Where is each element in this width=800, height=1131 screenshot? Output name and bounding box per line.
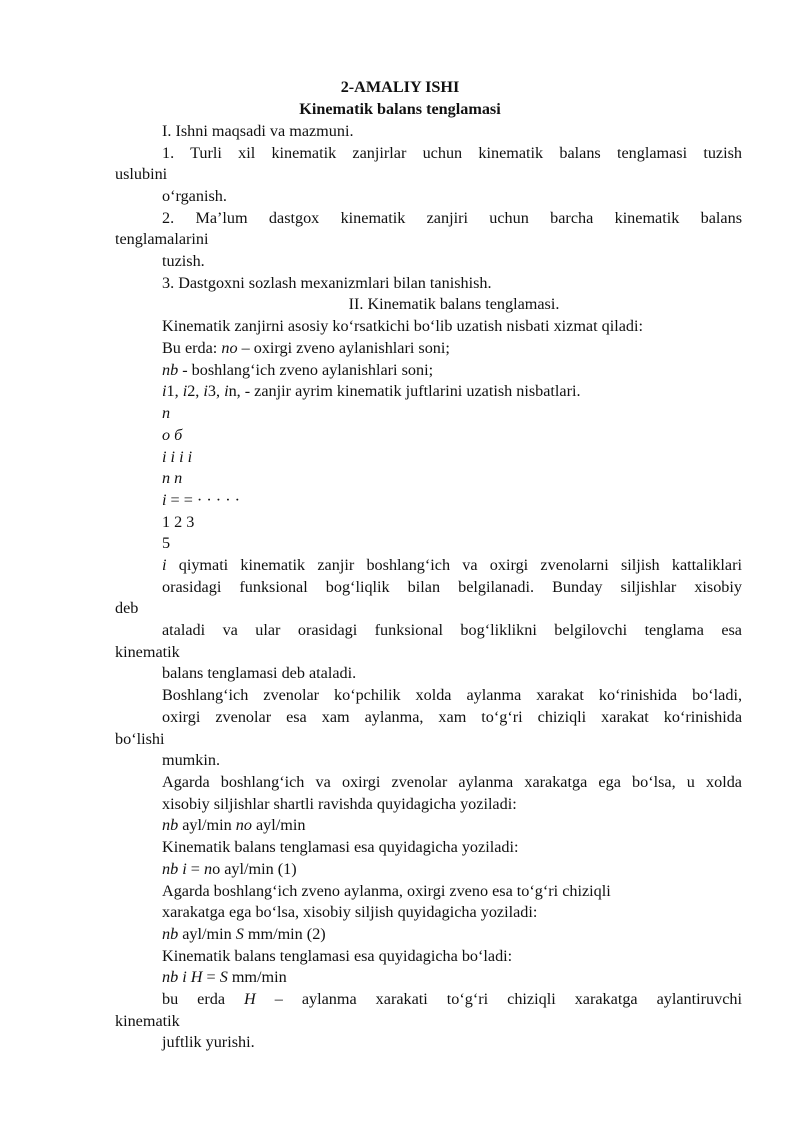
document-subtitle: Kinematik balans tenglamasi (299, 100, 501, 118)
definition-nb (162, 359, 433, 381)
eq-symbol-no: no (235, 816, 252, 834)
index-3: 3, (207, 382, 225, 400)
symbol-h: H (244, 990, 256, 1008)
task-2-line-1: 2. Ma’lum dastgox kinematik zanjiri uchun barcha kinematik balans (162, 209, 742, 227)
paragraph-intro: Kinematik zanjirni asosiy ko‘rsatkichi bo‘lib uzatish nisbati xizmat qiladi: (162, 317, 644, 335)
symbol-nb: nb (162, 361, 179, 379)
symbol-in: i (224, 382, 229, 400)
symbol-i2: i (182, 382, 188, 400)
definition-prefix: Bu erda: (162, 339, 222, 357)
equation-2 (162, 923, 326, 945)
definition-i (162, 380, 581, 402)
eq1-rhs: o ayl/min (1) (212, 860, 297, 878)
eq3-lhs: nb i H (162, 968, 203, 986)
paragraph-motion-line-3: bo‘lishi (115, 730, 165, 748)
definition-i-text: n, - zanjir ayrim kinematik juftlarini uzatish nisbatlari. (228, 382, 581, 400)
symbol-i1: i (162, 382, 167, 400)
section-heading-2: II. Kinematik balans tenglamasi. (348, 295, 560, 313)
paragraph-h-line-2: kinematik (115, 1012, 180, 1030)
paragraph-h-line-1-text: – aylanma xarakati to‘g‘ri chiziqli xarakatga aylantiruvchi (255, 990, 743, 1008)
paragraph-case1-line-2: xisobiy siljishlar shartli ravishda quyidagicha yoziladi: (162, 795, 517, 813)
task-1-line-3: o‘rganish. (162, 187, 227, 205)
index-2: 2, (187, 382, 204, 400)
eq2-unit-2: mm/min (2) (243, 925, 326, 943)
paragraph-i-line-3: deb (115, 599, 139, 617)
task-3: 3. Dastgoxni sozlash mexanizmlari bilan tanishish. (162, 274, 492, 292)
paragraph-i-line-4: ataladi va ular orasidagi funksional bog‘liklikni belgilovchi tenglama esa (162, 621, 742, 639)
paragraph-i-line-6: balans tenglamasi deb ataladi. (162, 664, 357, 682)
eq2-symbol-s: S (235, 925, 244, 943)
paragraph-motion-line-1: Boshlang‘ich zvenolar ko‘pchilik xolda aylanma xarakat ko‘rinishida bo‘ladi, (162, 686, 742, 704)
eq1-equals: = (186, 860, 204, 878)
eq2-symbol-nb: nb (162, 925, 179, 943)
task-2-line-2: tenglamalarini (115, 230, 209, 248)
document-title: 2-AMALIY ISHI (340, 78, 460, 96)
formula-line-4: n n (162, 469, 183, 487)
formula-operators: = = · · · · · (166, 491, 241, 509)
paragraph-i-line-1 (162, 554, 742, 576)
index-1: 1, (166, 382, 183, 400)
equation-1 (162, 858, 297, 880)
symbol-i: i (162, 556, 167, 574)
paragraph-h-line-1 (162, 988, 742, 1010)
paragraph-motion-line-2: oxirgi zvenolar esa xam aylanma, xam to‘g‘ri chiziqli xarakat ko‘rinishida (162, 708, 742, 726)
section-heading-1: I. Ishni maqsadi va mazmuni. (162, 122, 354, 140)
eq2-unit-1: ayl/min (178, 925, 236, 943)
paragraph-case1-line-1: Agarda boshlang‘ich va oxirgi zvenolar aylanma xarakatga ega bo‘lsa, u xolda (162, 773, 742, 791)
definition-nb-text: - boshlang‘ich zveno aylanishlari soni; (178, 361, 434, 379)
paragraph-case1-line-4: Kinematik balans tenglamasi esa quyidagicha yoziladi: (162, 838, 519, 856)
symbol-no: no (221, 339, 238, 357)
formula-line-3: i i i i (162, 448, 193, 466)
eq3-symbol-s: S (219, 968, 228, 986)
formula-line-7: 5 (162, 534, 171, 552)
equation-3 (162, 966, 287, 988)
formula-line-5 (162, 489, 240, 511)
eq-unit-2: ayl/min (251, 816, 306, 834)
equation-rotational-displacement (162, 814, 305, 836)
paragraph-case2-line-1: Agarda boshlang‘ich zveno aylanma, oxirgi zveno esa to‘g‘ri chiziqli (162, 882, 611, 900)
definition-no-text: – oxirgi zveno aylanishlari soni; (237, 339, 450, 357)
paragraph-i-line-1-text: qiymati kinematik zanjir boshlang‘ich va oxirgi zvenolarni siljish kattaliklari (166, 556, 742, 574)
paragraph-motion-line-4: mumkin. (162, 751, 221, 769)
task-2-line-3: tuzish. (162, 252, 205, 270)
paragraph-case2-line-4: Kinematik balans tenglamasi esa quyidagicha bo‘ladi: (162, 947, 513, 965)
symbol-i3: i (203, 382, 208, 400)
definition-no (162, 337, 450, 359)
eq-symbol-nb: nb (162, 816, 179, 834)
formula-line-1: n (162, 404, 171, 422)
task-1-line-1: 1. Turli xil kinematik zanjirlar uchun kinematik balans tenglamasi tuzish (162, 144, 742, 162)
eq1-lhs: nb i (162, 860, 187, 878)
formula-line-2: o б (162, 426, 183, 444)
formula-symbol-i: i (162, 491, 167, 509)
eq3-unit: mm/min (227, 968, 287, 986)
formula-line-6: 1 2 3 (162, 513, 195, 531)
paragraph-h-line-3: juftlik yurishi. (162, 1033, 255, 1051)
eq-unit-1: ayl/min (178, 816, 236, 834)
paragraph-i-line-2: orasidagi funksional bog‘liqlik bilan belgilanadi. Bunday siljishlar xisobiy (162, 578, 742, 596)
eq3-equals: = (202, 968, 220, 986)
eq1-symbol-n: n (203, 860, 213, 878)
paragraph-i-line-5: kinematik (115, 643, 180, 661)
task-1-line-2: uslubini (115, 165, 168, 183)
paragraph-case2-line-2: xarakatga ega bo‘lsa, xisobiy siljish quyidagicha yoziladi: (162, 903, 538, 921)
paragraph-h-prefix: bu erda (162, 990, 245, 1008)
